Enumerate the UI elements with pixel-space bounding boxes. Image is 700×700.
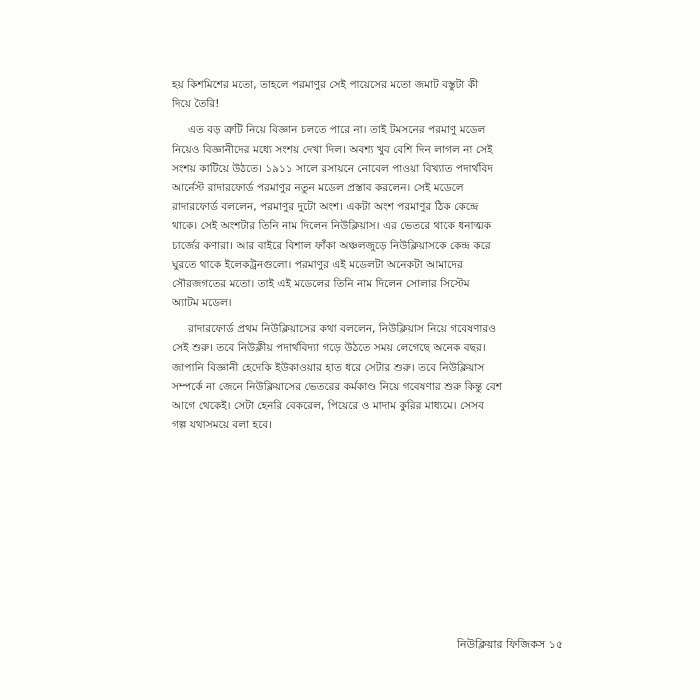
text-line: জাপানি বিজ্ঞানী হেদেকি ইউকাওয়ার হাত ধরে সেটার শুরু। তবে নিউক্লিয়াস xyxy=(172,361,485,374)
page-footer-running-title: নিউক্লিয়ার ফিজিকস ১৫ xyxy=(456,638,563,651)
paragraph-3 xyxy=(172,320,562,435)
text-line: সৌরজগতের মতো। তাই এই মডেলের তিনি নাম দিলেন সোলার সিস্টেম xyxy=(172,277,470,290)
text-line: গল্প যথাসময়ে বলা হবে। xyxy=(172,419,272,432)
body-text xyxy=(172,76,562,435)
text-line: সংশয় কাটিয়ে উঠতে। ১৯১১ সালে রসায়নে নোবেল পাওয়া বিখ্যাত পদার্থবিদ xyxy=(172,162,493,175)
text-line: ঘুরতে থাকে ইলেকট্রনগুলো। পরমাণুর এই মডেলটা অনেকটা আমাদের xyxy=(172,258,463,271)
text-line: রাদারফোর্ড বললেন, পরমাণুর দুটো অংশ। একটা অংশ পরমাণুর ঠিক কেন্দ্রে xyxy=(172,201,479,214)
text-line: চার্জের কণারা। আর বাইরে বিশাল ফাঁকা অঞ্চলজুড়ে নিউক্লিয়াসকে কেন্দ্র করে xyxy=(172,239,491,252)
text-line: সেই শুরু। তবে নিউক্লীয় পদার্থবিদ্যা গড়ে উঠতে সময় লেগেছে অনেক বছর। xyxy=(172,342,486,355)
paragraph-gap xyxy=(172,114,562,121)
text-line: এত বড় ত্রুটি নিয়ে বিজ্ঞান চলতে পারে না। তাই টমসনের পরমাণু মডেল xyxy=(188,124,486,137)
text-line: থাকে। সেই অংশটার তিনি নাম দিলেন নিউক্লিয়াস। এর ভেতরে থাকে ধনাত্মক xyxy=(172,220,492,233)
text-line: সম্পর্কে না জেনে নিউক্লিয়াসের ভেতরের কর্মকাণ্ড নিয়ে গবেষণার শুরু কিন্তু বেশ xyxy=(172,380,502,393)
text-line: নিয়েও বিজ্ঞানীদের মধ্যে সংশয় দেখা দিল। অবশ্য খুব বেশি দিন লাগল না সেই xyxy=(172,143,493,156)
paragraph-gap xyxy=(172,313,562,320)
text-line: অ্যাটম মডেল। xyxy=(172,297,232,310)
text-line: আর্নেস্ট রাদারফোর্ড পরমাণুর নতুন মডেল প্রস্তাব করলেন। সেই মডেলে xyxy=(172,181,464,194)
text-line: দিয়ে তৈরি! xyxy=(172,98,220,111)
text-line: আগে থেকেই। সেটা হেনরি বেকরেল, পিয়েরে ও মাদাম কুরির মাধ্যমে। সেসব xyxy=(172,400,485,412)
text-line: হয় কিশমিশের মতো, তাহলে পরমাণুর সেই পায়েসের মতো জমাট বস্তুটা কী xyxy=(172,79,479,91)
text-line: রাদারফোর্ড প্রথম নিউক্লিয়াসের কথা বললেন, নিউক্লিয়াস নিয়ে গবেষণারও xyxy=(188,323,497,336)
paragraph-1 xyxy=(172,76,562,114)
paragraph-2 xyxy=(172,121,562,313)
